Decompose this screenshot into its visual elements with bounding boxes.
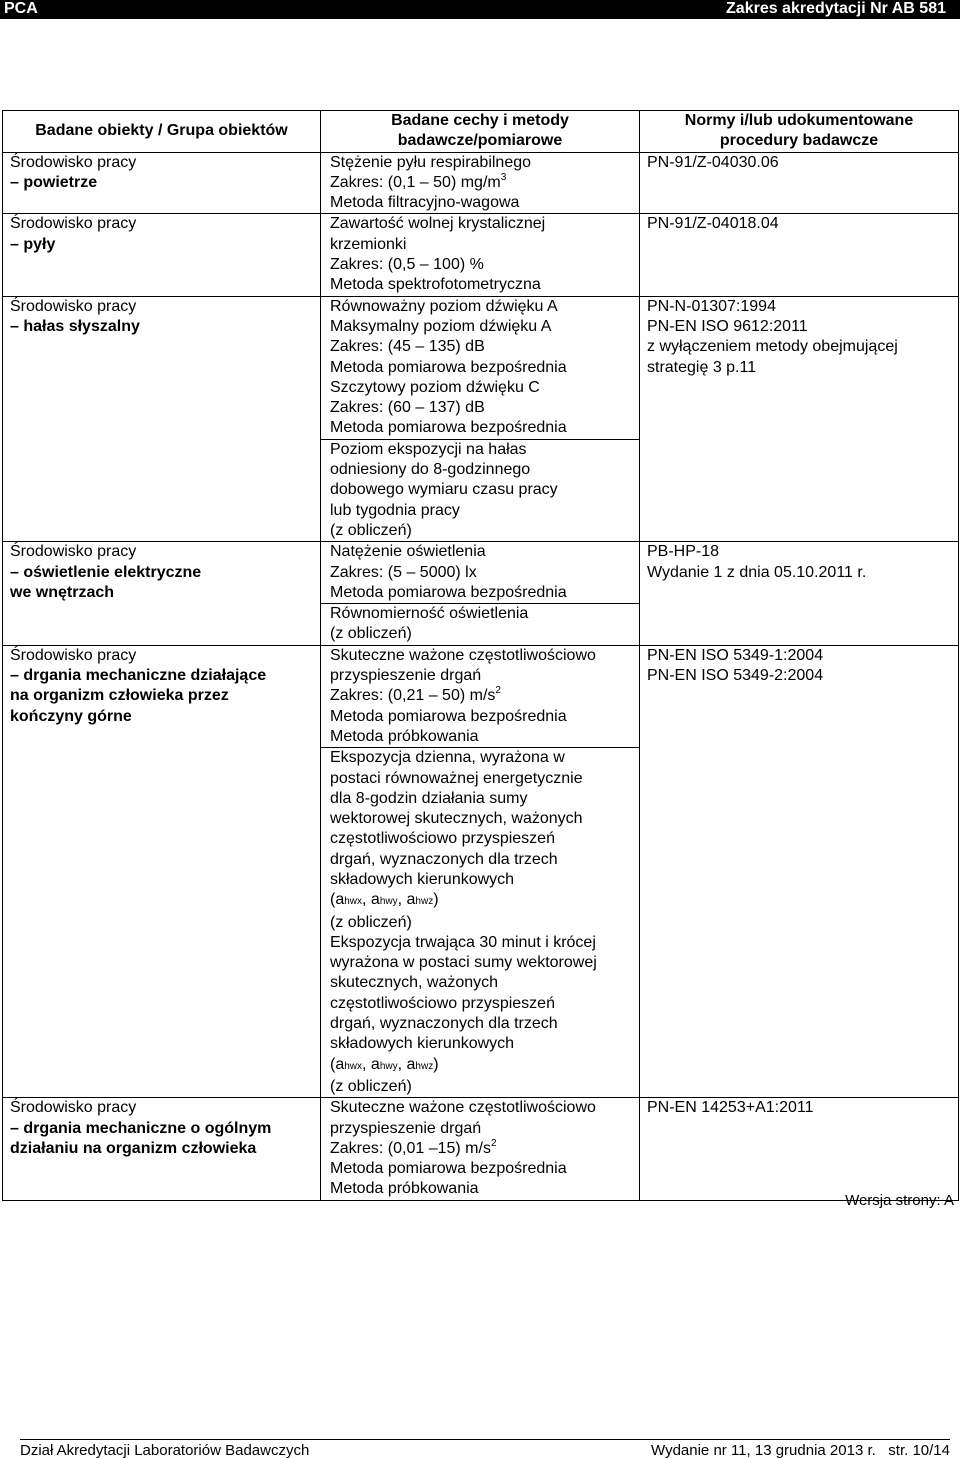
- method-cell: [321, 214, 640, 296]
- param-block: Skuteczne ważone częstotliwościowo przyspieszenie drgań Zakres: (0,21 – 50) $m/s^2$ Metoda pomiarowa bezpośrednia Metoda próbkowania: [330, 646, 596, 745]
- param-block: Skuteczne ważone częstotliwościowo przyspieszenie drgań Zakres: (0,01 –15) $m/s^2$ Metoda pomiarowa bezpośrednia Metoda próbkowania: [330, 1099, 596, 1198]
- param-block: Stężenie pyłu respirabilnego Zakres: (0,1 – 50) $mg/m^3$ Metoda filtracyjno-wagowa: [330, 153, 532, 212]
- standard-cell: PN-91/Z-04030.06: [640, 152, 959, 214]
- object-cell: Środowisko pracy – powietrze: [3, 152, 321, 214]
- table-header-row: [3, 111, 959, 153]
- param-block: Zawartość wolnej krystalicznej krzemionki Zakres: (0,5 – 100) % Metoda spektrofotometryczna: [330, 215, 546, 294]
- method-cell: [321, 296, 640, 542]
- param-block: Ekspozycja dzienna, wyrażona w postaci równoważnej energetycznie dla 8-godzin działania sumy wektorowej skutecznych, ważonych częstotliwościowo przyspieszeń drgań, wyznaczonych dla trzech składowych kierunkowych (ahwx, ahwy, ahwz) (z obliczeń) Ekspozycja trwająca 30 minut i krócej wyrażona w postaci sumy wektorowej skutecznych, ważonych częstotliwościowo przyspieszeń drgań, wyznaczonych dla trzech składowych kierunkowych (ahwx, ahwy, ahwz) (z obliczeń): [321, 747, 639, 1097]
- object-cell: Środowisko pracy – drgania mechaniczne działające na organizm człowieka przez kończyny górne: [3, 645, 321, 1098]
- table-row: [3, 214, 959, 296]
- page-header: [0, 0, 960, 19]
- page-version: Wersja strony: A: [845, 1192, 954, 1209]
- standard-cell: PN-91/Z-04018.04: [640, 214, 959, 296]
- param-block: Równomierność oświetlenia (z obliczeń): [321, 603, 639, 645]
- page-footer: [20, 1439, 950, 1459]
- standard-cell: PN-EN ISO 5349-1:2004 PN-EN ISO 5349-2:2004: [640, 645, 959, 1098]
- method-cell: [321, 1098, 640, 1200]
- standard-cell: PN-N-01307:1994 PN-EN ISO 9612:2011 z wyłączeniem metody obejmującej strategię 3 p.11: [640, 296, 959, 542]
- table-row: [3, 296, 959, 542]
- object-cell: Środowisko pracy – drgania mechaniczne o ogólnym działaniu na organizm człowieka: [3, 1098, 321, 1200]
- header-title: Zakres akredytacji Nr AB 581: [726, 0, 946, 17]
- param-block: Poziom ekspozycji na hałas odniesiony do 8-godzinnego dobowego wymiaru czasu pracy lub tygodnia pracy (z obliczeń): [321, 439, 639, 541]
- param-block: Natężenie oświetlenia Zakres: (5 – 5000) lx Metoda pomiarowa bezpośrednia: [330, 543, 567, 601]
- object-cell: Środowisko pracy – oświetlenie elektryczne we wnętrzach: [3, 542, 321, 645]
- object-cell: Środowisko pracy – pyły: [3, 214, 321, 296]
- standard-cell: PN-EN 14253+A1:2011: [640, 1098, 959, 1200]
- header-org: PCA: [4, 0, 38, 17]
- vector-components: (ahwx, ahwy, ahwz): [330, 1055, 439, 1073]
- footer-department: Dział Akredytacji Laboratoriów Badawczych: [20, 1442, 310, 1459]
- footer-edition: Wydanie nr 11, 13 grudnia 2013 r. str. 10/14: [651, 1442, 950, 1459]
- table-row: [3, 1098, 959, 1200]
- column-header-objects: Badane obiekty / Grupa obiektów: [3, 111, 321, 153]
- method-cell: [321, 645, 640, 1098]
- object-cell: Środowisko pracy – hałas słyszalny: [3, 296, 321, 542]
- method-cell: [321, 152, 640, 214]
- table-row: [3, 645, 959, 1098]
- column-header-methods: Badane cechy i metody badawcze/pomiarowe: [321, 111, 640, 153]
- param-block: Równoważny poziom dźwięku A Maksymalny poziom dźwięku A Zakres: (45 – 135) dB Metoda pomiarowa bezpośrednia Szczytowy poziom dźwięku C Zakres: (60 – 137) dB Metoda pomiarowa bezpośrednia: [330, 297, 567, 437]
- method-cell: [321, 542, 640, 645]
- standard-cell: PB-HP-18 Wydanie 1 z dnia 05.10.2011 r.: [640, 542, 959, 645]
- table-row: [3, 152, 959, 214]
- table-row: [3, 542, 959, 645]
- accreditation-table: [2, 110, 959, 1201]
- vector-components: (ahwx, ahwy, ahwz): [330, 891, 439, 909]
- column-header-standards: Normy i/lub udokumentowane procedury badawcze: [640, 111, 959, 153]
